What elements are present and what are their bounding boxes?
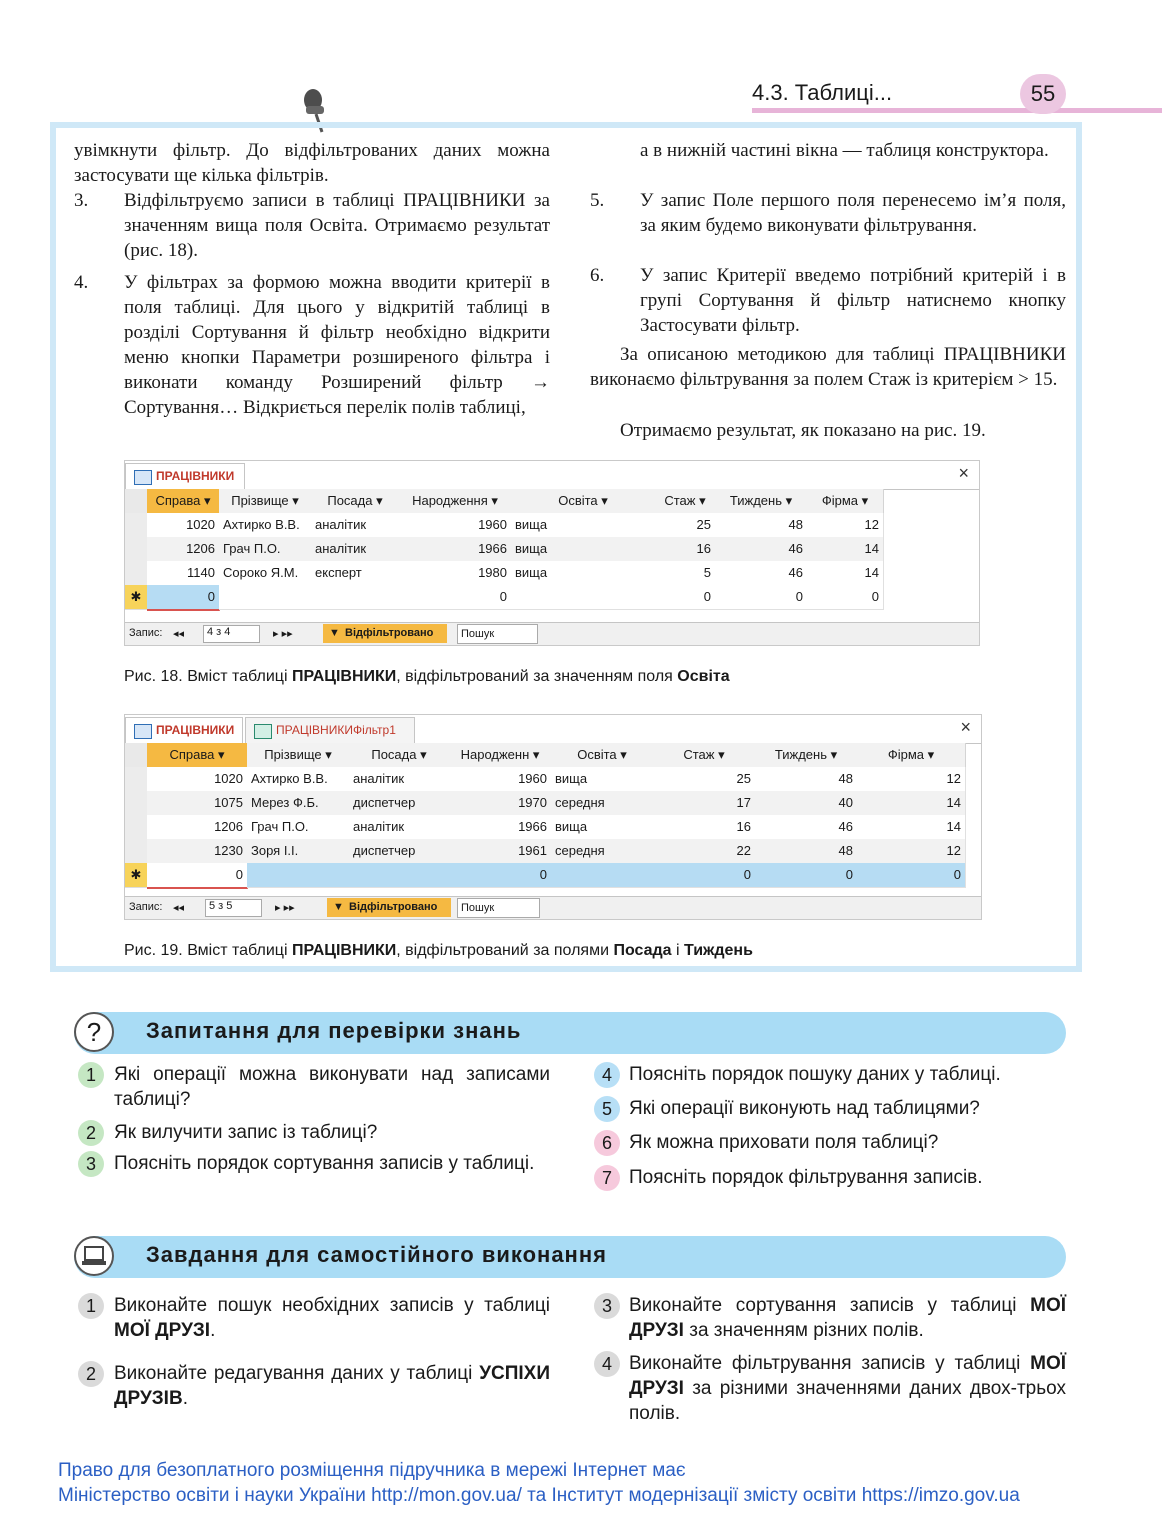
table-cell[interactable]: вища	[511, 561, 656, 586]
column-header[interactable]: Посада ▾	[311, 489, 400, 514]
record-label: Запис:	[129, 901, 163, 913]
record-selector[interactable]	[125, 537, 148, 562]
filtered-toggle[interactable]	[327, 898, 451, 917]
new-record-cell[interactable]: 0	[653, 863, 756, 888]
table-icon	[134, 470, 152, 485]
new-record-cell[interactable]	[247, 863, 350, 888]
caption-text: , відфільтрований за полями	[396, 942, 614, 959]
table-cell[interactable]: 46	[715, 561, 808, 586]
caption-bold: Освіта	[677, 668, 730, 685]
question-number: 7	[594, 1165, 620, 1191]
record-selector[interactable]	[125, 561, 148, 586]
item-number: 4.	[74, 272, 89, 293]
record-selector[interactable]	[125, 815, 148, 840]
table-cell[interactable]: 1230	[147, 839, 248, 864]
table-cell[interactable]: 12	[807, 513, 884, 538]
table-cell[interactable]: 14	[807, 561, 884, 586]
task-text-part: Виконайте сортування записів у таблиці	[629, 1295, 1031, 1316]
task-bold: МОЇ ДРУЗІ	[114, 1320, 211, 1341]
table-cell[interactable]: 17	[653, 791, 756, 816]
record-selector[interactable]	[125, 513, 148, 538]
task-text-part: за різними значеннями даних двох-трьох полів.	[629, 1378, 1066, 1424]
tab-label: ПРАЦІВНИКИ	[156, 723, 235, 737]
new-record-cell[interactable]: 0	[857, 863, 966, 888]
task-text	[629, 1293, 1066, 1343]
column-header[interactable]: Стаж ▾	[653, 743, 756, 768]
record-position[interactable]: 5 з 5	[205, 899, 262, 917]
table-cell[interactable]: 5	[655, 561, 716, 586]
table-cell[interactable]: диспетчер	[349, 791, 450, 816]
tab-pracivnyky[interactable]	[125, 463, 245, 489]
table-cell[interactable]: 25	[653, 767, 756, 792]
filtered-label: Відфільтровано	[349, 901, 438, 913]
caption-bold: Посада	[613, 942, 672, 959]
item-number: 5.	[590, 190, 605, 211]
table-cell[interactable]: 12	[857, 767, 966, 792]
table-cell[interactable]: аналітик	[349, 815, 450, 840]
table-cell[interactable]: Мерез Ф.Б.	[247, 791, 350, 816]
table-cell[interactable]: середня	[551, 839, 654, 864]
question-text: Як вилучити запис із таблиці?	[114, 1122, 378, 1143]
question-number: 6	[594, 1130, 620, 1156]
continued-text: а в нижній частині вікна — таблиця конструктора.	[640, 140, 1049, 161]
intro-paragraph: увімкнути фільтр. До відфільтрованих даних можна застосувати ще кілька фільтрів.	[74, 140, 550, 186]
query-icon	[254, 724, 272, 739]
table-cell[interactable]: 12	[857, 839, 966, 864]
column-header[interactable]: Тиждень ▾	[715, 489, 808, 514]
laptop-icon	[74, 1236, 114, 1276]
item-number: 3.	[74, 190, 89, 211]
table-cell[interactable]: 1960	[449, 767, 552, 792]
next-record-icon[interactable]: ▸ ▸▸	[275, 902, 295, 914]
record-label: Запис:	[129, 627, 163, 639]
task-number: 3	[594, 1293, 620, 1319]
questions-title: Запитання для перевірки знань	[146, 1018, 522, 1043]
table-cell[interactable]: 1970	[449, 791, 552, 816]
table-cell[interactable]: 1206	[147, 815, 248, 840]
column-header[interactable]: Фірма ▾	[807, 489, 884, 514]
caption-text: Рис. 19. Вміст таблиці	[124, 942, 292, 959]
table-cell[interactable]: 25	[655, 513, 716, 538]
question-text: Поясніть порядок пошуку даних у таблиці.	[629, 1064, 1001, 1085]
close-icon[interactable]: ×	[958, 463, 969, 483]
table-cell[interactable]: 1140	[147, 561, 220, 586]
column-header[interactable]: Фірма ▾	[857, 743, 966, 768]
table-cell[interactable]: Сороко Я.М.	[219, 561, 312, 586]
table-icon	[134, 724, 152, 739]
paragraph: За описаною методикою для таблиці ПРАЦІВНИКИ виконаємо фільтрування за полем Стаж із критерієм > 15.	[590, 344, 1066, 390]
list-item: У запис Поле першого поля перенесемо ім’я поля, за яким будемо виконувати фільтрування.	[640, 190, 1066, 236]
tab-bar	[125, 715, 981, 744]
table-cell[interactable]: Зоря І.І.	[247, 839, 350, 864]
task-text-part: .	[182, 1388, 188, 1409]
search-input[interactable]: Пошук	[457, 898, 540, 918]
table-cell[interactable]: Грач П.О.	[247, 815, 350, 840]
column-header[interactable]: Прізвище ▾	[219, 489, 312, 514]
record-navigation-bar	[125, 622, 979, 645]
tab-pracivnyky[interactable]	[125, 717, 243, 743]
task-text-part: Виконайте редагування даних у таблиці	[114, 1363, 480, 1384]
table-cell[interactable]: аналітик	[311, 537, 400, 562]
caption-bold: Тиждень	[684, 942, 753, 959]
caption-text: , відфільтрований за значенням поля	[396, 668, 678, 685]
column-header[interactable]: Посада ▾	[349, 743, 450, 768]
table-cell[interactable]: диспетчер	[349, 839, 450, 864]
record-navigation-bar	[125, 896, 981, 919]
table-cell[interactable]: 1020	[147, 513, 220, 538]
table-cell[interactable]: 46	[755, 815, 858, 840]
filter-icon: ▼	[333, 901, 344, 913]
new-record-cell[interactable]: 0	[147, 863, 248, 889]
question-number: 2	[78, 1120, 104, 1146]
task-text	[629, 1351, 1066, 1426]
first-record-icon[interactable]: ◂◂	[173, 628, 185, 640]
question-text: Поясніть порядок фільтрування записів.	[629, 1167, 983, 1188]
table-window-fig18	[124, 460, 980, 646]
tasks-heading-bar	[74, 1236, 1066, 1278]
record-selector[interactable]	[125, 839, 148, 864]
table-cell[interactable]: вища	[551, 767, 654, 792]
select-all-cell[interactable]	[125, 489, 148, 513]
new-record-cell[interactable]: 0	[449, 863, 552, 888]
table-cell[interactable]: 1206	[147, 537, 220, 562]
table-cell[interactable]: 14	[857, 815, 966, 840]
new-record-cell[interactable]: 0	[655, 585, 716, 610]
close-icon[interactable]: ×	[960, 717, 971, 737]
table-window-fig19	[124, 714, 982, 920]
footer-ministry-line: Міністерство освіти і науки України http://mon.gov.ua/ та Інститут модернізації змісту освіти https://imzo.gov.ua	[58, 1485, 1020, 1506]
table-cell[interactable]: 1075	[147, 791, 248, 816]
task-text-part: .	[210, 1320, 216, 1341]
task-text	[114, 1361, 550, 1411]
column-header[interactable]: Тиждень ▾	[755, 743, 858, 768]
new-record-selector[interactable]: ✱	[125, 863, 148, 888]
questions-heading-bar	[74, 1012, 1066, 1054]
table-cell[interactable]: 16	[655, 537, 716, 562]
record-selector[interactable]	[125, 767, 148, 792]
new-record-cell[interactable]: 0	[399, 585, 512, 610]
record-position[interactable]: 4 з 4	[203, 625, 260, 643]
table-cell[interactable]: 16	[653, 815, 756, 840]
record-selector[interactable]	[125, 791, 148, 816]
table-cell[interactable]: середня	[551, 791, 654, 816]
table-cell[interactable]: 14	[857, 791, 966, 816]
question-number: 4	[594, 1062, 620, 1088]
datasheet-grid	[125, 743, 981, 895]
table-cell[interactable]: вища	[511, 537, 656, 562]
table-cell[interactable]: Ахтирко В.В.	[219, 513, 312, 538]
footer-rights-line: Право для безоплатного розміщення підручника в мережі Інтернет має	[58, 1460, 686, 1481]
page-number: 55	[1020, 74, 1066, 114]
new-record-cell[interactable]	[511, 585, 656, 610]
table-cell[interactable]: 48	[715, 513, 808, 538]
new-record-cell[interactable]: 0	[807, 585, 884, 610]
column-header[interactable]: Освіта ▾	[511, 489, 656, 514]
table-cell[interactable]: експерт	[311, 561, 400, 586]
task-text	[114, 1293, 550, 1343]
table-cell[interactable]: 48	[755, 839, 858, 864]
first-record-icon[interactable]: ◂◂	[173, 902, 185, 914]
question-number: 1	[78, 1062, 104, 1088]
datasheet-grid	[125, 489, 979, 621]
task-number: 1	[78, 1293, 104, 1319]
new-record-cell[interactable]	[349, 863, 450, 888]
new-record-cell[interactable]	[311, 585, 400, 610]
new-record-cell[interactable]: 0	[755, 863, 858, 888]
new-record-cell[interactable]	[219, 585, 312, 610]
new-record-cell[interactable]: 0	[147, 585, 220, 611]
task-text-part: Виконайте пошук необхідних записів у таблиці	[114, 1295, 550, 1316]
column-header[interactable]: Стаж ▾	[655, 489, 716, 514]
list-item: Відфільтруємо записи в таблиці ПРАЦІВНИКИ за значенням вища поля Освіта. Отримаємо результат (рис. 18).	[124, 190, 550, 261]
table-cell[interactable]: вища	[551, 815, 654, 840]
column-header[interactable]: Прізвище ▾	[247, 743, 350, 768]
paragraph: Отримаємо результат, як показано на рис. 19.	[620, 420, 986, 441]
item-number: 6.	[590, 265, 605, 286]
tab-label: ПРАЦІВНИКИФільтр1	[276, 723, 396, 737]
tab-filter1[interactable]	[245, 717, 415, 743]
task-number: 2	[78, 1361, 104, 1387]
task-number: 4	[594, 1351, 620, 1377]
task-text-part: за значенням різних полів.	[683, 1320, 924, 1341]
table-cell[interactable]: 1960	[399, 513, 512, 538]
table-cell[interactable]: 48	[755, 767, 858, 792]
search-input[interactable]: Пошук	[457, 624, 538, 644]
table-cell[interactable]: 1966	[399, 537, 512, 562]
caption-text: і	[671, 942, 685, 959]
next-record-icon[interactable]: ▸ ▸▸	[273, 628, 293, 640]
column-header[interactable]: Справа ▾	[147, 489, 220, 514]
task-bold: МОЇ ДРУЗІ	[629, 1295, 1066, 1341]
question-text: Поясніть порядок сортування записів у таблиці.	[114, 1153, 535, 1174]
select-all-cell[interactable]	[125, 743, 148, 767]
table-cell[interactable]: 1980	[399, 561, 512, 586]
running-header: 4.3. Таблиці...	[752, 80, 893, 105]
tab-label: ПРАЦІВНИКИ	[156, 469, 235, 483]
question-text: Як можна приховати поля таблиці?	[629, 1132, 939, 1153]
caption-text: Рис. 18. Вміст таблиці	[124, 668, 292, 685]
new-record-cell[interactable]	[551, 863, 654, 888]
table-cell[interactable]: вища	[511, 513, 656, 538]
filtered-label: Відфільтровано	[345, 627, 434, 639]
figure-caption-19	[124, 942, 753, 960]
table-cell[interactable]: 46	[715, 537, 808, 562]
question-number: 5	[594, 1096, 620, 1122]
figure-caption-18	[124, 668, 730, 686]
table-cell[interactable]: Ахтирко В.В.	[247, 767, 350, 792]
filtered-toggle[interactable]	[323, 624, 447, 643]
table-cell[interactable]: 1961	[449, 839, 552, 864]
table-cell[interactable]: 40	[755, 791, 858, 816]
tab-bar	[125, 461, 979, 490]
tasks-title: Завдання для самостійного виконання	[146, 1242, 607, 1267]
header-rule	[752, 108, 1162, 113]
table-cell[interactable]: 1966	[449, 815, 552, 840]
filter-icon: ▼	[329, 627, 340, 639]
task-bold: МОЇ ДРУЗІ	[629, 1353, 1066, 1399]
new-record-cell[interactable]: 0	[715, 585, 808, 610]
question-text: Які операції можна виконувати над записами таблиці?	[114, 1064, 550, 1110]
list-item: У запис Критерії введемо потрібний критерій і в групі Сортування й фільтр натиснемо кнопку Застосувати фільтр.	[640, 265, 1066, 336]
column-header[interactable]: Народженн ▾	[449, 743, 552, 768]
question-mark-icon: ?	[74, 1012, 114, 1052]
caption-bold: ПРАЦІВНИКИ	[291, 668, 397, 685]
task-text-part: Виконайте фільтрування записів у таблиці	[629, 1353, 1031, 1374]
column-header[interactable]: Народження ▾	[399, 489, 512, 514]
task-bold: УСПІХИ ДРУЗІВ	[114, 1363, 550, 1409]
question-text: Які операції виконують над таблицями?	[629, 1098, 980, 1119]
table-cell[interactable]: 14	[807, 537, 884, 562]
question-number: 3	[78, 1151, 104, 1177]
table-cell[interactable]: аналітик	[311, 513, 400, 538]
table-cell[interactable]: аналітик	[349, 767, 450, 792]
table-cell[interactable]: Грач П.О.	[219, 537, 312, 562]
column-header[interactable]: Освіта ▾	[551, 743, 654, 768]
column-header[interactable]: Справа ▾	[147, 743, 248, 768]
table-cell[interactable]: 22	[653, 839, 756, 864]
list-item: У фільтрах за формою можна вводити критерії в поля таблиці. Для цього у відкритій таблиці в розділі Сортування й фільтр необхідно відкрити меню кнопки Параметри розширеного фільтра і виконати команду Розширений фільтр → Сортування… Відкриється перелік полів таблиці,	[124, 272, 550, 418]
new-record-selector[interactable]: ✱	[125, 585, 148, 610]
caption-bold: ПРАЦІВНИКИ	[291, 942, 397, 959]
table-cell[interactable]: 1020	[147, 767, 248, 792]
